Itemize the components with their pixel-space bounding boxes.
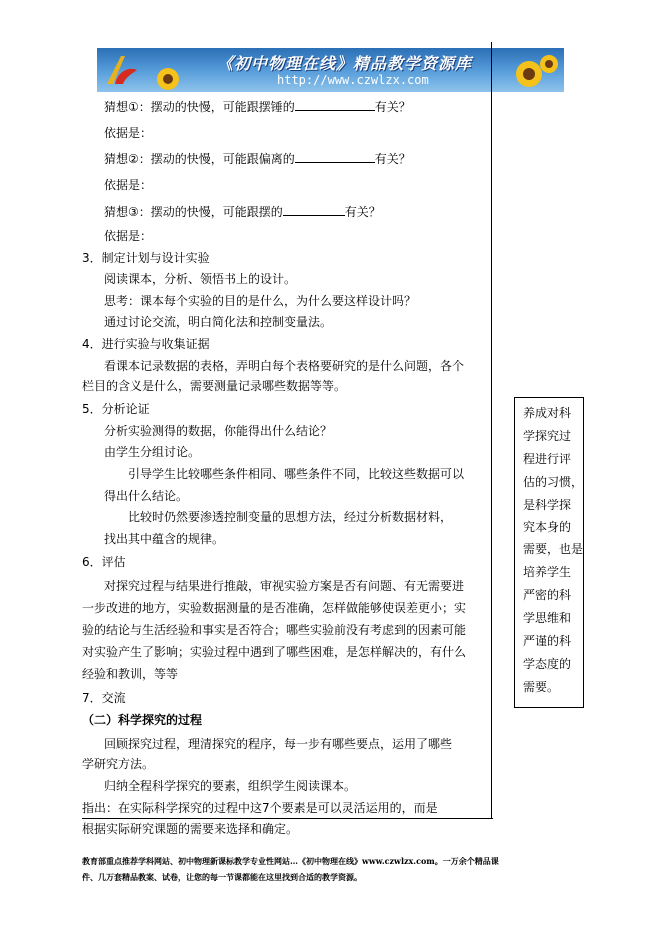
header-banner: [97, 48, 564, 92]
site-logo-icon: [103, 52, 143, 88]
fill-blank[interactable]: [295, 98, 375, 111]
step5-line: 由学生分组讨论。: [104, 445, 201, 459]
step7-title: 7．交流: [82, 691, 126, 705]
margin-note-line: 究本身的: [523, 520, 572, 534]
margin-note-line: 是科学探: [523, 498, 572, 512]
step5-line: 分析实验测得的数据，你能得出什么结论？: [104, 424, 333, 438]
step5-title: 5．分析论证: [82, 402, 150, 416]
step6-line: 验的结论与生活经验和事实是否符合；哪些实验前没有考虑到的因素可能: [82, 623, 467, 637]
step6-line: 对探究过程与结果进行推敲，审视实验方案是否有问题、有无需要进: [104, 579, 465, 593]
bottom-rule: [82, 818, 493, 819]
guess-2: 猜想②：摆动的快慢，可能跟偏离的 有关？: [104, 152, 411, 166]
margin-note-line: 估的习惯，: [523, 475, 584, 489]
margin-note-line: 需要，也是: [523, 542, 584, 556]
section2-heading: （二）科学探究的过程: [82, 713, 203, 727]
sunflower-icon: [155, 66, 181, 92]
step4-line: 栏目的含义是什么，需要测量记录哪些数据等等。: [82, 379, 347, 393]
step5-line: 得出什么结论。: [104, 489, 189, 503]
banner-title: 《初中物理在线》精品教学资源库: [217, 54, 473, 73]
step4-line: 看课本记录数据的表格，弄明白每个表格要研究的是什么问题，各个: [104, 359, 465, 373]
sunflower-icon: [515, 52, 559, 92]
margin-note-line: 严谨的科: [523, 634, 572, 648]
guess-1-basis: 依据是：: [104, 126, 153, 140]
fill-blank[interactable]: [283, 203, 345, 216]
step5-line: 比较时仍然要渗透控制变量的思想方法，经过分析数据材料，: [128, 510, 453, 524]
section2-line: 学研究方法。: [82, 757, 155, 771]
step6-line: 一步改进的地方，实验数据测量的是否准确，怎样做能够使误差更小；实: [82, 601, 467, 615]
guess-3: 猜想③：摆动的快慢，可能跟摆的 有关？: [104, 205, 381, 219]
step4-title: 4．进行实验与收集证据: [82, 337, 210, 351]
margin-note-line: 学探究过: [523, 429, 572, 443]
step6-line: 经验和教训，等等: [82, 667, 179, 681]
margin-note-line: 培养学生: [523, 565, 572, 579]
step3-title: 3．制定计划与设计实验: [82, 251, 210, 265]
step3-line: 通过讨论交流，明白简化法和控制变量法。: [104, 315, 333, 329]
guess-3-basis: 依据是：: [104, 229, 153, 243]
footer-line: 件、几万套精品教案、试卷，让您的每一节课都能在这里找到合适的教学资源。: [82, 872, 362, 882]
section2-line: 归纳全程科学探究的要素，组织学生阅读课本。: [104, 779, 357, 793]
step3-line: 思考：课本每个实验的目的是什么，为什么要这样设计吗？: [104, 294, 417, 308]
column-divider: [491, 42, 492, 819]
section2-line: 根据实际研究课题的需要来选择和确定。: [82, 822, 299, 836]
margin-note: [514, 397, 584, 708]
guess-2-basis: 依据是：: [104, 178, 153, 192]
margin-note-line: 养成对科: [523, 406, 572, 420]
section2-line: 回顾探究过程，理清探究的程序，每一步有哪些要点，运用了哪些: [104, 737, 453, 751]
margin-note-line: 需要。: [523, 680, 560, 694]
step5-line: 找出其中蕴含的规律。: [104, 532, 225, 546]
margin-note-line: 程进行评: [523, 452, 572, 466]
step5-line: 引导学生比较哪些条件相同、哪些条件不同，比较这些数据可以: [128, 467, 465, 481]
banner-url[interactable]: http://www.czwlzx.com: [277, 73, 429, 87]
guess-1: 猜想①：摆动的快慢，可能跟摆锤的 有关？: [104, 100, 411, 114]
footer-line: 教育部重点推荐学科网站、初中物理新课标教学专业性网站…《初中物理在线》www.czwlzx.com。一万余个精品课: [82, 856, 499, 866]
fill-blank[interactable]: [295, 150, 375, 163]
margin-note-line: 严密的科: [523, 588, 572, 602]
margin-note-line: 学思维和: [523, 611, 572, 625]
margin-note-line: 学态度的: [523, 657, 572, 671]
step6-title: 6．评估: [82, 555, 126, 569]
step3-line: 阅读课本，分析、领悟书上的设计。: [104, 272, 297, 286]
step6-line: 对实验产生了影响；实验过程中遇到了哪些困难，是怎样解决的，有什么: [82, 645, 467, 659]
section2-line: 指出：在实际科学探究的过程中这7个要素是可以灵活运用的，而是: [82, 801, 438, 815]
